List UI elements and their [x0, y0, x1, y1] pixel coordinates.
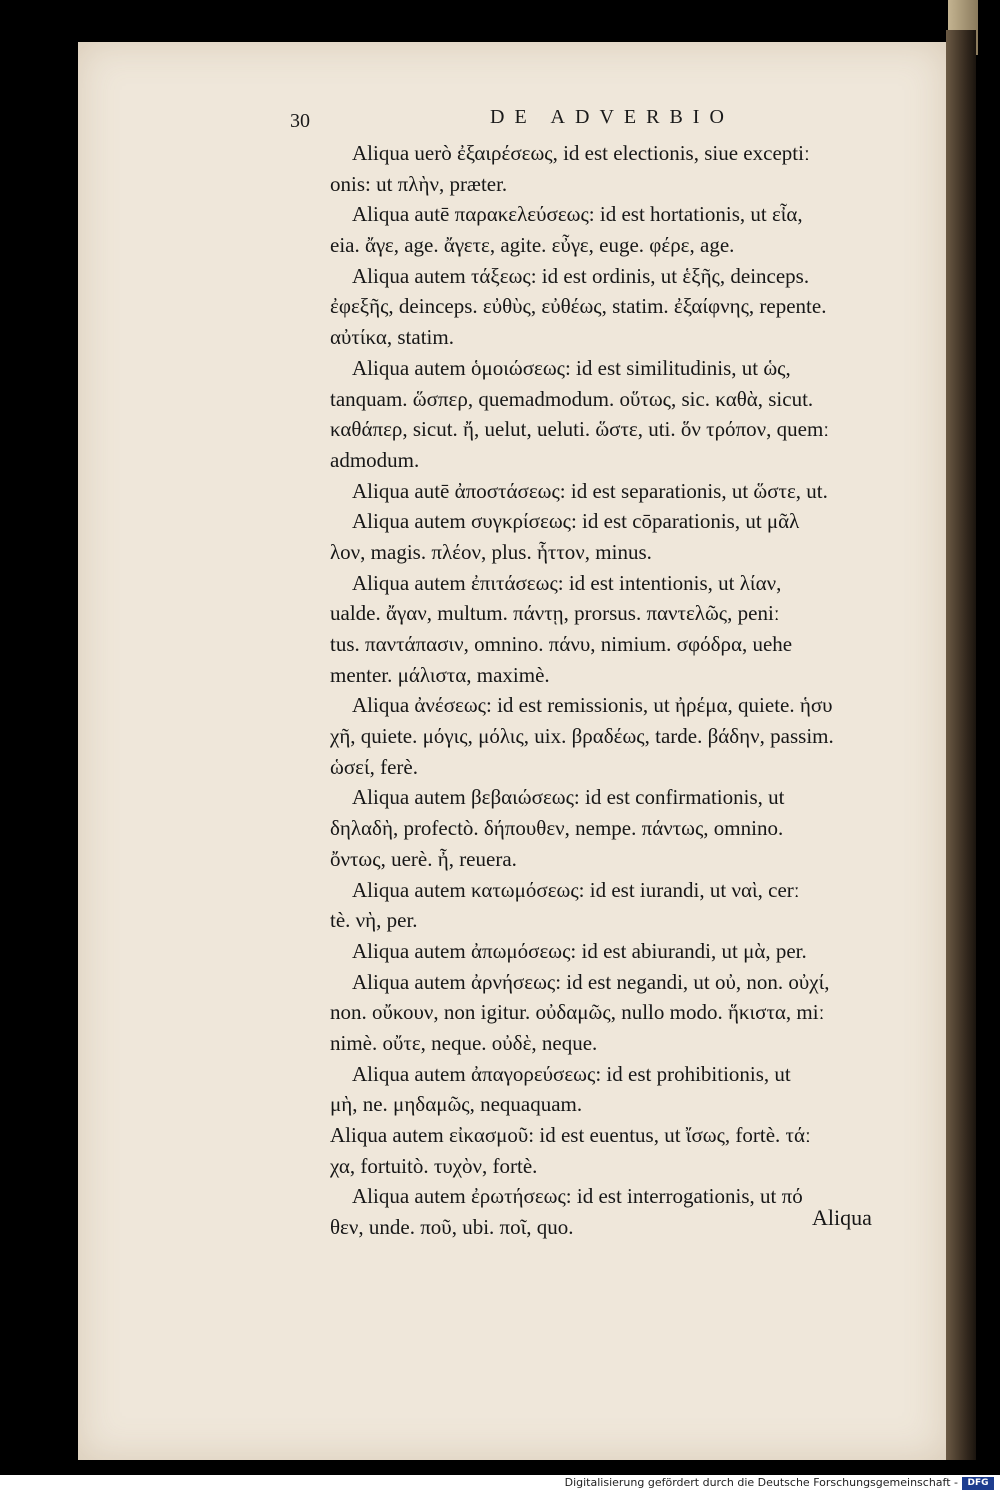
text-line: eia. ἄγε, age. ἄγετε, agite. εὖγε, euge. φέρε, age.	[330, 233, 735, 258]
text-line: Aliqua autē παρακελεύσεως: id est hortationis, ut εἶα,	[352, 202, 803, 227]
footer-bar	[0, 1475, 1000, 1493]
text-line: δηλαδὴ, profectò. δήπουθεν, nempe. πάντως, omnino.	[330, 816, 784, 841]
text-line: admodum.	[330, 447, 420, 472]
text-line: Aliqua ἀνέσεως: id est remissionis, ut ἠρέμα, quiete. ἡσυ	[352, 693, 833, 718]
text-line: καθάπερ, sicut. ἤ, uelut, ueluti. ὥστε, uti. ὅν τρόπον, quemː	[330, 417, 830, 442]
text-line: ὄντως, uerè. ἦ, reuera.	[330, 846, 517, 871]
text-line: Aliqua autem ἀπωμόσεως: id est abiurandi, ut μὰ, per.	[352, 938, 807, 963]
text-line: onis: ut πλὴν, præter.	[330, 171, 508, 196]
text-line: Aliqua autem ὁμοιώσεως: id est similitudinis, ut ὡς,	[352, 355, 791, 380]
text-line: menter. μάλιστα, maximè.	[330, 662, 550, 687]
text-line: ualde. ἄγαν, multum. πάντῃ, prorsus. παντελῶς, peniː	[330, 601, 780, 626]
funding-credit: Digitalisierung gefördert durch die Deutsche Forschungsgemeinschaft -	[564, 1476, 958, 1489]
text-line: Aliqua autem συγκρίσεως: id est cōparationis, ut μᾶλ	[352, 509, 800, 534]
text-line: ὡσεί, ferè.	[330, 754, 418, 779]
text-line: tè. νὴ, per.	[330, 908, 418, 933]
catchword: Aliqua	[812, 1205, 872, 1230]
text-line: θεν, unde. ποῦ, ubi. ποῖ, quo.	[330, 1215, 574, 1240]
text-line: Aliqua autem ἐπιτάσεως: id est intentionis, ut λίαν,	[352, 570, 782, 595]
text-line: Aliqua autem κατωμόσεως: id est iurandi, ut ναὶ, cerː	[352, 877, 800, 902]
text-line: non. οὔκουν, non igitur. οὐδαμῶς, nullo modo. ἥκιστα, miː	[330, 1000, 825, 1025]
text-line: χῆ, quiete. μόγις, μόλις, uix. βραδέως, tarde. βάδην, passim.	[330, 724, 834, 749]
text-line: tanquam. ὥσπερ, quemadmodum. οὕτως, sic. καθὰ, sicut.	[330, 386, 814, 411]
folio-number: 30	[290, 110, 310, 132]
text-line: Aliqua autem ἀρνήσεως: id est negandi, ut οὐ, non. οὐχί,	[352, 969, 830, 994]
page-edge	[946, 30, 976, 1460]
text-line: μὴ, ne. μηδαμῶς, nequaquam.	[330, 1092, 583, 1117]
text-line: Aliqua uerò ἐξαιρέσεως, id est electionis, siue exceptiː	[352, 141, 810, 165]
text-line: Aliqua autem βεβαιώσεως: id est confirmationis, ut	[352, 785, 785, 810]
text-line: αὐτίκα, statim.	[330, 325, 454, 350]
text-line: tus. παντάπασιν, omnino. πάνυ, nimium. σφόδρα, uehe	[330, 632, 793, 656]
text-line: χα, fortuitò. τυχὸν, fortè.	[330, 1153, 538, 1178]
running-head: DE ADVERBIO	[490, 106, 734, 128]
text-line: λον, magis. πλέον, plus. ἧττον, minus.	[330, 539, 652, 564]
body-text	[330, 138, 895, 1243]
text-line: Aliqua autem ἀπαγορεύσεως: id est prohibitionis, ut	[352, 1061, 791, 1086]
text-line: Aliqua autem τάξεως: id est ordinis, ut ἑξῆς, deinceps.	[352, 263, 810, 288]
text-line: Aliqua autem ἐρωτήσεως: id est interrogationis, ut πό	[352, 1184, 803, 1209]
text-line: Aliqua autem εἰκασμοῦ: id est euentus, ut ἴσως, fortè. τάː	[330, 1123, 811, 1147]
text-line: nimè. οὔτε, neque. οὐδὲ, neque.	[330, 1030, 598, 1055]
dfg-logo: DFG	[962, 1477, 994, 1490]
text-line: ἐφεξῆς, deinceps. εὐθὺς, εὐθέως, statim. ἐξαίφνης, repente.	[330, 294, 827, 319]
text-line: Aliqua autē ἀποστάσεως: id est separationis, ut ὥστε, ut.	[352, 478, 828, 503]
